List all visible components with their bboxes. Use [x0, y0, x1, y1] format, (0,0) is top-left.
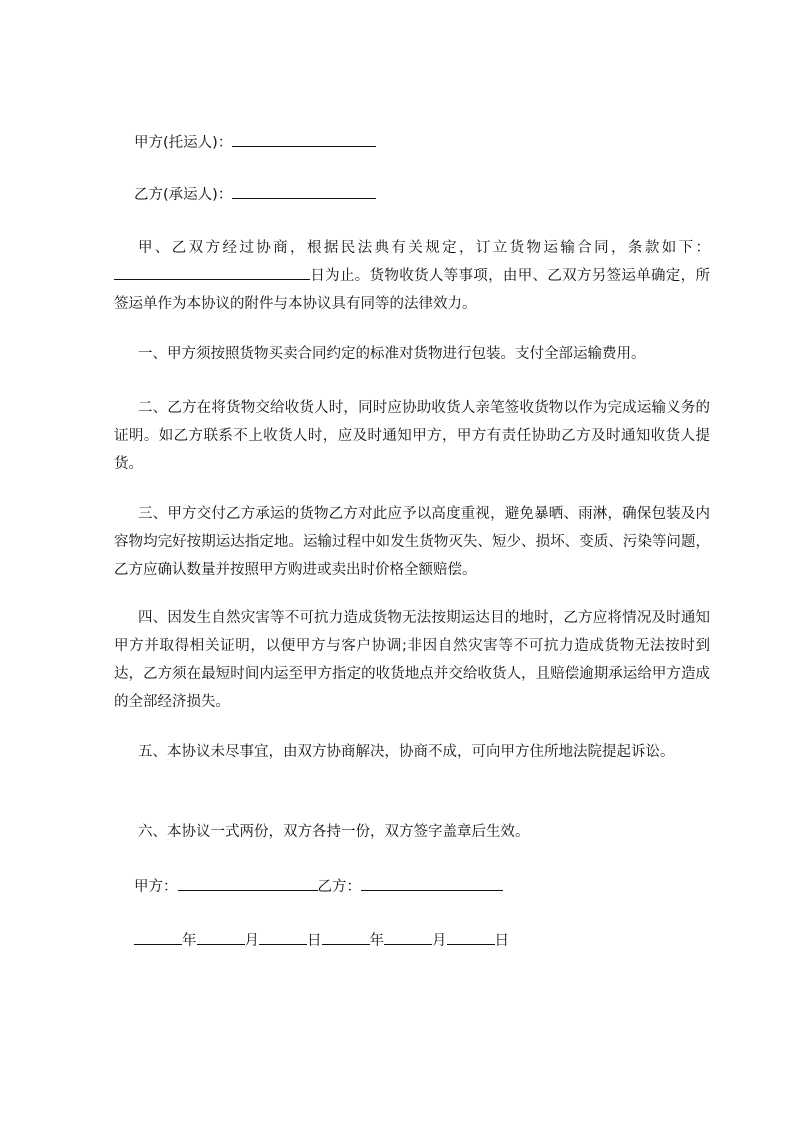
clause-1: 一、甲方须按照货物买卖合同约定的标准对货物进行包装。支付全部运输费用。 — [138, 346, 646, 362]
date-b-month-label: 月 — [432, 933, 447, 949]
party-b-line — [134, 184, 714, 205]
intro-date-blank[interactable] — [114, 265, 310, 280]
party-a-label: 甲方(托运人)： — [134, 135, 233, 151]
signature-party-a-blank[interactable] — [178, 876, 318, 891]
date-a-day-blank[interactable] — [259, 930, 307, 945]
signature-party-b-label: 乙方： — [317, 879, 361, 895]
date-a-year-blank[interactable] — [134, 930, 182, 945]
signature-party-b-blank[interactable] — [361, 876, 503, 891]
clause-3: 三、甲方交付乙方承运的货物乙方对此应予以高度重视，避免暴晒、雨淋，确保包装及内容物均完好按期运达指定地。运输过程中如发生货物灭失、短少、损坏、变质、污染等问题，乙方应确认数量并按照甲方购进或卖出时价格全额赔偿。 — [114, 506, 710, 578]
date-b-month-blank[interactable] — [384, 930, 432, 945]
party-b-label: 乙方(承运人)： — [134, 187, 233, 203]
date-a-day-label: 日 — [307, 933, 322, 949]
intro-tail: 日为止。货物收货人等事项，由甲、乙双方另签运单确定，所签运单作为本协议的附件与本协议具有同等的法律效力。 — [114, 268, 710, 312]
clause-4: 四、因发生自然灾害等不可抗力造成货物无法按期运达目的地时，乙方应将情况及时通知甲方并取得相关证明，以便甲方与客户协调;非因自然灾害等不可抗力造成货物无法按时到达，乙方须在最短时间内运至甲方指定的收货地点并交给收货人，且赔偿逾期承运给甲方造成的全部经济损失。 — [114, 610, 710, 710]
clause-2: 二、乙方在将货物交给收货人时，同时应协助收货人亲笔签收货物以作为完成运输义务的证明。如乙方联系不上收货人时，应及时通知甲方，甲方有责任协助乙方及时通知收货人提货。 — [114, 400, 710, 472]
party-b-blank[interactable] — [232, 184, 376, 199]
intro-lead: 甲、乙双方经过协商，根据民法典有关规定，订立货物运输合同，条款如下： — [138, 240, 710, 256]
clause-5: 五、本协议未尽事宜，由双方协商解决，协商不成，可向甲方住所地法院提起诉讼。 — [138, 744, 675, 760]
signature-party-a-label: 甲方： — [134, 879, 178, 895]
date-a-month-label: 月 — [244, 933, 259, 949]
date-b-year-label: 年 — [369, 933, 384, 949]
signature-line — [134, 876, 714, 897]
date-a-year-label: 年 — [182, 933, 197, 949]
date-b-day-blank[interactable] — [447, 930, 495, 945]
date-b-day-label: 日 — [494, 933, 509, 949]
date-line — [134, 930, 714, 951]
date-a-month-blank[interactable] — [197, 930, 245, 945]
party-a-line — [134, 132, 714, 153]
date-b-year-blank[interactable] — [322, 930, 370, 945]
party-a-blank[interactable] — [232, 132, 376, 147]
intro-paragraph — [114, 234, 710, 318]
clause-6: 六、本协议一式两份，双方各持一份，双方签字盖章后生效。 — [138, 824, 530, 840]
